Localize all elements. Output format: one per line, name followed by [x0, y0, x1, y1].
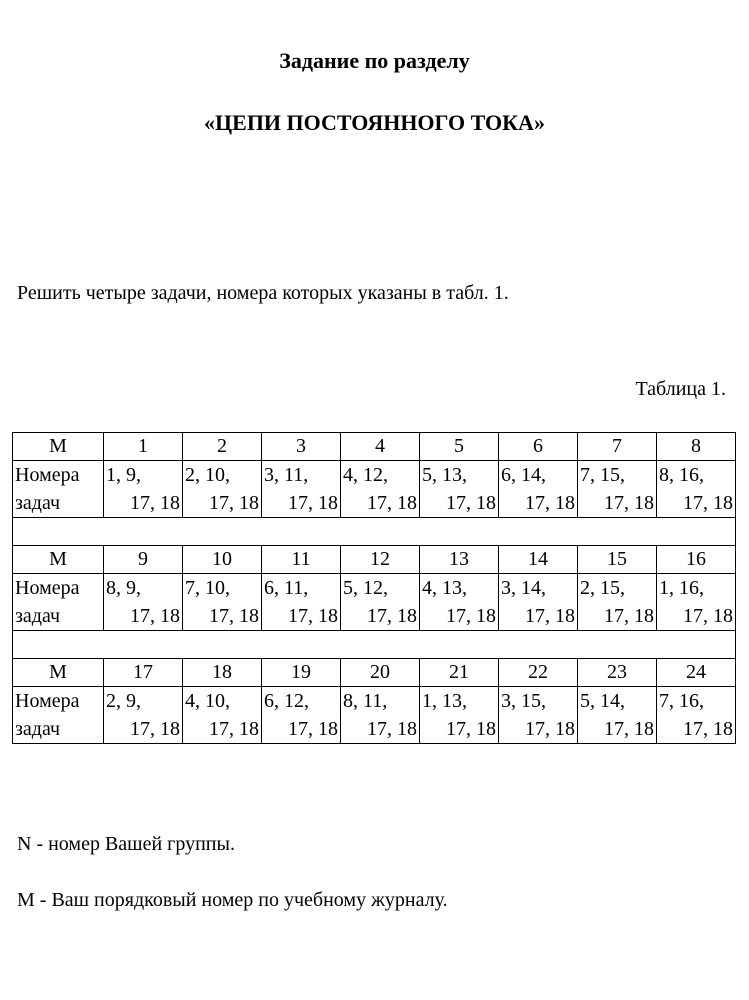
tasks-value-line-1: 7, 16,	[659, 690, 704, 712]
tasks-value-line-1: 4, 10,	[185, 690, 230, 712]
tasks-value-cell	[578, 687, 657, 744]
tasks-value-cell	[420, 461, 499, 518]
tasks-value-line-1: 6, 11,	[264, 577, 309, 599]
tasks-value-line-2: 17, 18	[209, 605, 259, 627]
tasks-value-line-1: 3, 11,	[264, 464, 309, 486]
title-line-2: «ЦЕПИ ПОСТОЯННОГО ТОКА»	[204, 110, 545, 135]
table-spacer-row	[13, 631, 736, 659]
tasks-value-line-2: 17, 18	[288, 718, 338, 740]
tasks-value-line-1: 6, 12,	[264, 690, 309, 712]
tasks-value-line-1: 1, 13,	[422, 690, 467, 712]
tasks-value-line-2: 17, 18	[683, 718, 733, 740]
table-spacer-cell	[13, 518, 736, 546]
m-value-cell: 11	[262, 546, 341, 574]
tasks-value-cell	[262, 574, 341, 631]
tasks-value-cell	[657, 461, 736, 518]
m-value-cell: 20	[341, 659, 420, 687]
m-value-cell: 17	[104, 659, 183, 687]
tasks-value-line-1: 7, 15,	[580, 464, 625, 486]
tasks-value-line-2: 17, 18	[604, 718, 654, 740]
table-caption: Таблица 1.	[635, 378, 726, 400]
tasks-value-line-2: 17, 18	[367, 605, 417, 627]
m-value-cell: 15	[578, 546, 657, 574]
tasks-value-line-1: 1, 16,	[659, 577, 704, 599]
m-value-cell: 8	[657, 433, 736, 461]
tasks-label-line-2: задач	[15, 718, 61, 740]
tasks-value-line-2: 17, 18	[288, 492, 338, 514]
tasks-value-line-2: 17, 18	[446, 605, 496, 627]
tasks-value-cell	[657, 574, 736, 631]
tasks-value-cell	[104, 461, 183, 518]
m-value-cell: 6	[499, 433, 578, 461]
table-row-m	[13, 546, 736, 574]
tasks-value-cell	[341, 574, 420, 631]
tasks-value-line-1: 3, 14,	[501, 577, 546, 599]
table-row-tasks	[13, 574, 736, 631]
tasks-value-line-1: 2, 9,	[106, 690, 141, 712]
tasks-value-cell	[183, 574, 262, 631]
tasks-value-line-1: 1, 9,	[106, 464, 141, 486]
title-line-1: Задание по разделу	[279, 48, 470, 73]
tasks-value-cell	[341, 687, 420, 744]
tasks-value-line-1: 2, 10,	[185, 464, 230, 486]
tasks-value-cell	[183, 461, 262, 518]
tasks-value-line-2: 17, 18	[683, 492, 733, 514]
m-value-cell: 9	[104, 546, 183, 574]
tasks-value-line-2: 17, 18	[209, 718, 259, 740]
tasks-value-line-2: 17, 18	[288, 605, 338, 627]
tasks-value-line-1: 4, 12,	[343, 464, 388, 486]
tasks-value-line-1: 5, 12,	[343, 577, 388, 599]
tasks-value-cell	[420, 687, 499, 744]
task-instruction: Решить четыре задачи, номера которых указаны в табл. 1.	[17, 282, 509, 304]
tasks-value-line-1: 4, 13,	[422, 577, 467, 599]
table-spacer-row	[13, 518, 736, 546]
m-value-cell: 3	[262, 433, 341, 461]
tasks-value-line-2: 17, 18	[446, 718, 496, 740]
tasks-label-line-1: Номера	[15, 577, 80, 599]
m-value-cell: 7	[578, 433, 657, 461]
m-value-cell: 21	[420, 659, 499, 687]
tasks-value-cell	[262, 461, 341, 518]
tasks-value-line-2: 17, 18	[367, 718, 417, 740]
tasks-value-line-2: 17, 18	[130, 718, 180, 740]
tasks-value-line-1: 2, 15,	[580, 577, 625, 599]
tasks-value-line-1: 6, 14,	[501, 464, 546, 486]
tasks-label-cell	[13, 461, 104, 518]
tasks-value-cell	[104, 574, 183, 631]
tasks-value-cell	[499, 687, 578, 744]
tasks-value-line-1: 8, 9,	[106, 577, 141, 599]
tasks-value-line-1: 8, 16,	[659, 464, 704, 486]
table-spacer-cell	[13, 631, 736, 659]
tasks-value-line-2: 17, 18	[130, 492, 180, 514]
m-value-cell: 1	[104, 433, 183, 461]
m-value-cell: 10	[183, 546, 262, 574]
tasks-label-line-1: Номера	[15, 690, 80, 712]
m-value-cell: 14	[499, 546, 578, 574]
m-value-cell: 12	[341, 546, 420, 574]
tasks-value-line-1: 7, 10,	[185, 577, 230, 599]
note-journal-number: М - Ваш порядковый номер по учебному журналу.	[17, 889, 448, 911]
m-value-cell: 5	[420, 433, 499, 461]
tasks-value-line-1: 5, 13,	[422, 464, 467, 486]
table-row-m	[13, 433, 736, 461]
m-label-cell: М	[13, 546, 104, 574]
tasks-value-line-2: 17, 18	[130, 605, 180, 627]
tasks-value-cell	[341, 461, 420, 518]
m-value-cell: 24	[657, 659, 736, 687]
tasks-value-line-2: 17, 18	[683, 605, 733, 627]
tasks-value-line-2: 17, 18	[604, 492, 654, 514]
tasks-value-line-2: 17, 18	[525, 718, 575, 740]
tasks-value-line-1: 3, 15,	[501, 690, 546, 712]
tasks-value-line-2: 17, 18	[525, 492, 575, 514]
tasks-value-cell	[578, 461, 657, 518]
tasks-value-line-2: 17, 18	[525, 605, 575, 627]
table-row-m	[13, 659, 736, 687]
tasks-label-cell	[13, 574, 104, 631]
tasks-value-line-2: 17, 18	[367, 492, 417, 514]
m-value-cell: 2	[183, 433, 262, 461]
m-label-cell: М	[13, 433, 104, 461]
note-group-number: N - номер Вашей группы.	[17, 833, 235, 855]
tasks-value-line-2: 17, 18	[209, 492, 259, 514]
assignment-table	[12, 432, 736, 744]
tasks-value-cell	[262, 687, 341, 744]
tasks-value-cell	[578, 574, 657, 631]
tasks-value-cell	[499, 461, 578, 518]
tasks-label-line-1: Номера	[15, 464, 80, 486]
tasks-value-cell	[183, 687, 262, 744]
tasks-label-cell	[13, 687, 104, 744]
tasks-value-cell	[657, 687, 736, 744]
m-value-cell: 19	[262, 659, 341, 687]
tasks-value-cell	[420, 574, 499, 631]
m-value-cell: 4	[341, 433, 420, 461]
tasks-label-line-2: задач	[15, 492, 61, 514]
m-value-cell: 18	[183, 659, 262, 687]
tasks-value-cell	[499, 574, 578, 631]
tasks-value-cell	[104, 687, 183, 744]
m-value-cell: 22	[499, 659, 578, 687]
m-value-cell: 16	[657, 546, 736, 574]
m-value-cell: 13	[420, 546, 499, 574]
tasks-value-line-2: 17, 18	[604, 605, 654, 627]
tasks-value-line-1: 8, 11,	[343, 690, 388, 712]
table-row-tasks	[13, 687, 736, 744]
table-row-tasks	[13, 461, 736, 518]
tasks-value-line-1: 5, 14,	[580, 690, 625, 712]
tasks-value-line-2: 17, 18	[446, 492, 496, 514]
m-label-cell: М	[13, 659, 104, 687]
m-value-cell: 23	[578, 659, 657, 687]
tasks-label-line-2: задач	[15, 605, 61, 627]
